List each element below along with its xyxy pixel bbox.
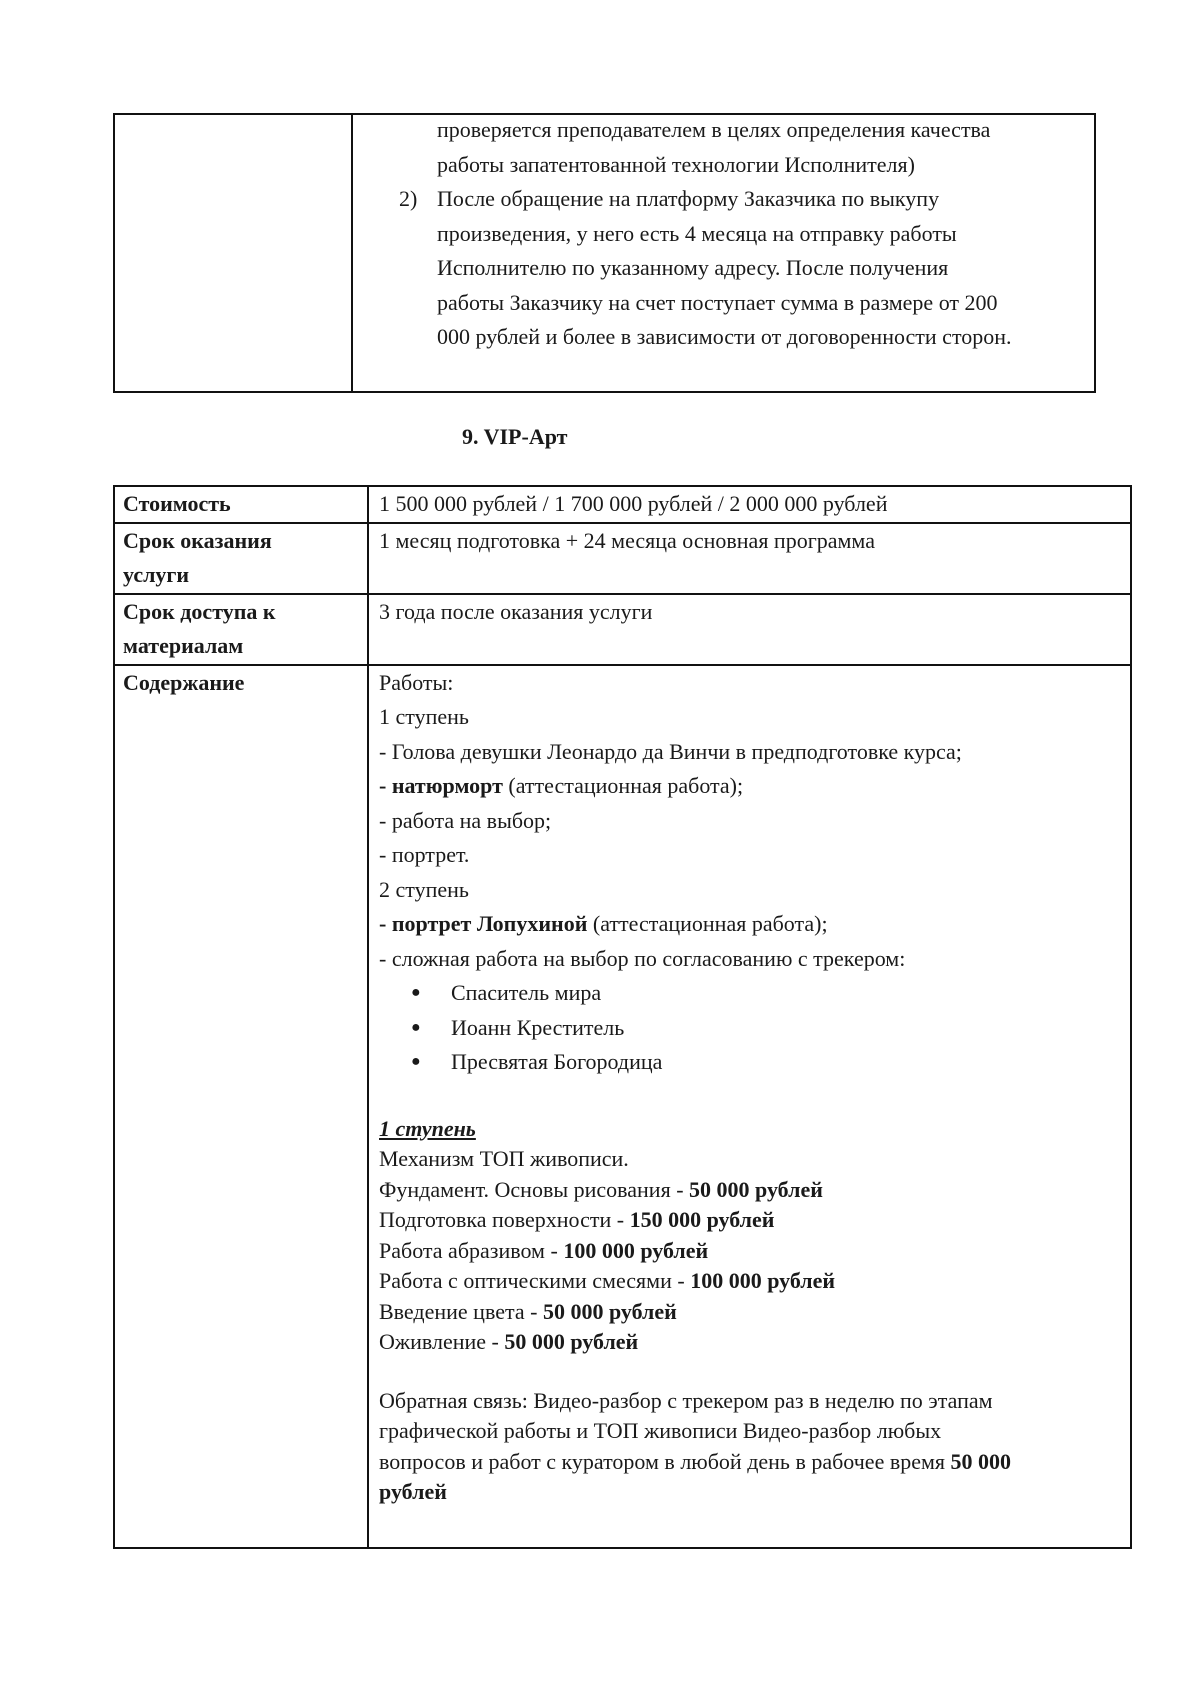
list-item xyxy=(353,182,1094,355)
work-item-rest: (аттестационная работа); xyxy=(587,911,828,936)
term-label xyxy=(114,523,368,594)
text-line: Исполнителю по указанному адресу. После получения xyxy=(437,255,949,280)
bullet-item xyxy=(379,1045,1120,1080)
price-line xyxy=(379,1297,1120,1328)
bullet-item xyxy=(379,976,1120,1011)
work-item-bold: - портрет Лопухиной xyxy=(379,911,588,936)
spacer xyxy=(379,1358,1120,1386)
work-item xyxy=(379,907,1120,942)
access-label-line: Срок доступа к xyxy=(123,598,276,624)
price-line xyxy=(379,1236,1120,1267)
access-label-line: материалам xyxy=(123,633,244,658)
content-cell xyxy=(368,665,1131,1548)
feedback-line: Обратная связь: Видео-разбор с трекером раз в неделю по этапам xyxy=(379,1387,993,1413)
price-label: Фундамент. Основы рисования - xyxy=(379,1176,690,1202)
stage-label: 1 ступень xyxy=(379,704,469,729)
price-label: Оживление - xyxy=(379,1329,505,1354)
cost-label: Стоимость xyxy=(114,486,368,523)
text-line: После обращение на платформу Заказчика по выкупу xyxy=(437,186,940,211)
price-value: 50 000 рублей xyxy=(542,1298,677,1324)
work-item: - портрет. xyxy=(379,842,470,867)
content-label: Содержание xyxy=(114,665,368,1548)
section-heading xyxy=(0,424,1200,458)
table-row xyxy=(114,665,1131,1548)
previous-section-table xyxy=(113,113,1096,393)
price-value: 100 000 рублей xyxy=(563,1237,709,1263)
table-row xyxy=(114,523,1131,594)
stage-heading: 1 ступень xyxy=(379,1115,476,1141)
vip-art-table xyxy=(113,485,1132,1549)
work-item-bold: - натюрморт xyxy=(379,773,503,798)
text-line: работы запатентованной технологии Исполнителя) xyxy=(437,151,915,177)
works-heading: Работы: xyxy=(379,669,454,695)
mechanism-line: Механизм ТОП живописи. xyxy=(379,1146,629,1171)
feedback-text: вопросов и работ с куратором в любой день в рабочее время xyxy=(379,1448,951,1474)
price-value: 50 000 рублей xyxy=(504,1329,639,1354)
text-line: произведения, у него есть 4 месяца на отправку работы xyxy=(437,220,957,246)
price-value: 150 000 рублей xyxy=(629,1207,775,1232)
price-line xyxy=(379,1205,1120,1236)
bullet-item xyxy=(379,1011,1120,1046)
ordered-list-cell xyxy=(352,114,1095,392)
price-line xyxy=(379,1175,1120,1206)
price-label: Введение цвета - xyxy=(379,1298,543,1324)
access-value: 3 года после оказания услуги xyxy=(368,594,1131,665)
work-item xyxy=(379,769,1120,804)
bullet-text: Пресвятая Богородица xyxy=(451,1049,663,1074)
cost-value: 1 500 000 рублей / 1 700 000 рублей / 2 000 000 рублей xyxy=(368,486,1131,523)
work-item: - сложная работа на выбор по согласованию с трекером: xyxy=(379,945,906,971)
text-line: 000 рублей и более в зависимости от договоренности сторон. xyxy=(437,324,1012,349)
feedback-price: 50 000 xyxy=(950,1448,1012,1474)
feedback-line: графической работы и ТОП живописи Видео-разбор любых xyxy=(379,1418,942,1443)
stage-label: 2 ступень xyxy=(379,876,469,902)
text-line: проверяется преподавателем в целях определения качества xyxy=(437,117,991,142)
feedback-line xyxy=(379,1477,1110,1508)
feedback-line xyxy=(379,1447,1110,1478)
price-line xyxy=(379,1327,1120,1358)
price-line xyxy=(379,1266,1120,1297)
table-row xyxy=(114,486,1131,523)
section-title-text: 9. VIP-Арт xyxy=(462,424,568,449)
bullet-text: Спаситель мира xyxy=(451,980,602,1005)
bullet-icon: ● xyxy=(411,1053,421,1070)
work-item: - Голова девушки Леонардо да Винчи в предподготовке курса; xyxy=(379,738,962,764)
access-label xyxy=(114,594,368,665)
text-line: работы Заказчику на счет поступает сумма в размере от 200 xyxy=(437,289,998,315)
term-label-line: Срок оказания xyxy=(123,527,272,553)
price-label: Работа абразивом - xyxy=(379,1237,564,1263)
price-value: 100 000 рублей xyxy=(690,1268,836,1293)
price-label: Подготовка поверхности - xyxy=(379,1207,630,1232)
work-item: - работа на выбор; xyxy=(379,807,552,833)
feedback-price-unit: рублей xyxy=(379,1479,447,1504)
table-row xyxy=(114,594,1131,665)
price-value: 50 000 рублей xyxy=(689,1176,823,1202)
table-row xyxy=(114,114,1095,392)
price-label: Работа с оптическими смесями - xyxy=(379,1268,691,1293)
feedback-paragraph xyxy=(379,1386,1120,1508)
work-item-rest: (аттестационная работа); xyxy=(502,773,744,798)
empty-label-cell xyxy=(114,114,352,392)
bullet-icon: ● xyxy=(411,984,421,1001)
bullet-text: Иоанн Креститель xyxy=(451,1014,625,1040)
list-item-text xyxy=(437,182,1094,355)
list-number: 2) xyxy=(399,186,418,211)
term-label-line: услуги xyxy=(123,562,190,587)
list-item-continuation xyxy=(353,113,1094,182)
bullet-icon: ● xyxy=(411,1018,421,1036)
term-value: 1 месяц подготовка + 24 месяца основная программа xyxy=(368,523,1131,594)
